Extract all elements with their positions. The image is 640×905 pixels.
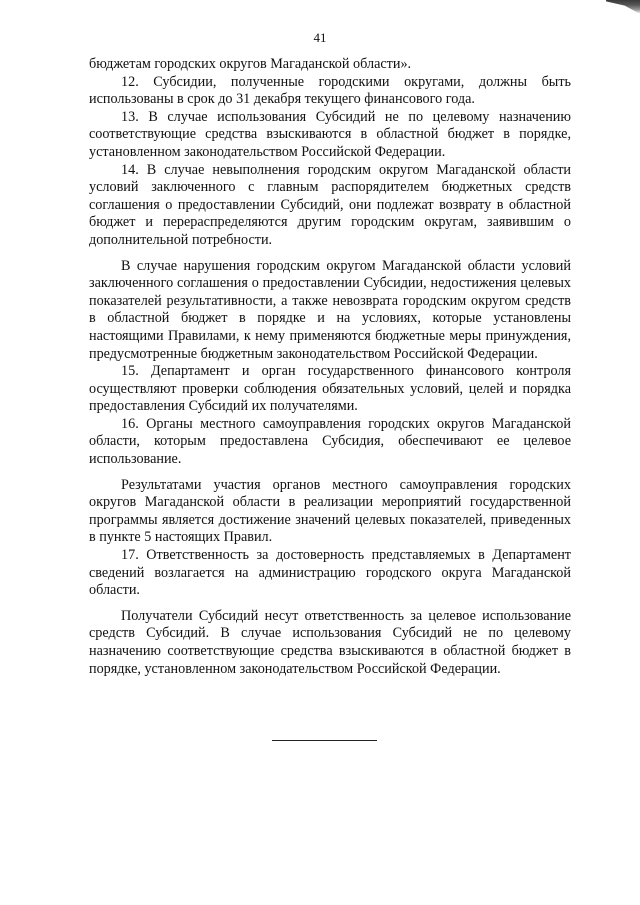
paragraph-17-recipients: Получатели Субсидий несут ответственность за целевое использование средств Субсидий. В случае использования Субсидий не по целевому назначению соответствующие средства взыскиваются в областной бюджет в порядке, установленном законодательством Российской Федерации. bbox=[89, 607, 571, 677]
paragraph-continuation: бюджетам городских округов Магаданской области». bbox=[89, 56, 412, 72]
paragraph-16: 16. Органы местного самоуправления городских округов Магаданской области, которым предоставлена Субсидия, обеспечивают ее целевое использование. bbox=[89, 415, 571, 468]
paragraph-14: 14. В случае невыполнения городским округом Магаданской области условий заключенного с главным распорядителем бюджетных средств соглашения о предоставлении Субсидий, они подлежат возврату в областной бюджет и перераспределяются другим городским округам, заявившим о дополнительной потребности. bbox=[89, 161, 571, 248]
scan-corner-artifact bbox=[606, 0, 640, 14]
page-number: 41 bbox=[313, 30, 327, 45]
paragraph-16-results: Результатами участия органов местного самоуправления городских округов Магаданской области в реализации мероприятий государственной программы является достижение значений целевых показателей, приведенных в пункте 5 настоящих Правил. bbox=[89, 476, 571, 546]
paragraph-17: 17. Ответственность за достоверность представляемых в Департамент сведений возлагается на администрацию городского округа Магаданской области. bbox=[89, 547, 571, 599]
end-of-document-rule bbox=[272, 740, 377, 741]
paragraph-12: 12. Субсидии, полученные городскими округами, должны быть использованы в срок до 31 декабря текущего финансового года. bbox=[89, 73, 571, 108]
paragraph-14-violation: В случае нарушения городским округом Магаданской области условий заключенного соглашения о предоставлении Субсидии, недостижения целевых показателей результативности, а также невозврата городским округом средств в областной бюджет в порядке и на условиях, которые установлены настоящими Правилами, к нему применяются бюджетные меры принуждения, предусмотренные бюджетным законодательством Российской Федерации. bbox=[89, 257, 571, 362]
document-body bbox=[89, 56, 571, 678]
paragraph-13: 13. В случае использования Субсидий не по целевому назначению соответствующие средства взыскиваются в областной бюджет в порядке, установленном законодательством Российской Федерации. bbox=[89, 108, 571, 160]
paragraph-15: 15. Департамент и орган государственного финансового контроля осуществляют проверки соблюдения обязательных условий, целей и порядка предоставления Субсидий их получателями. bbox=[89, 363, 571, 415]
